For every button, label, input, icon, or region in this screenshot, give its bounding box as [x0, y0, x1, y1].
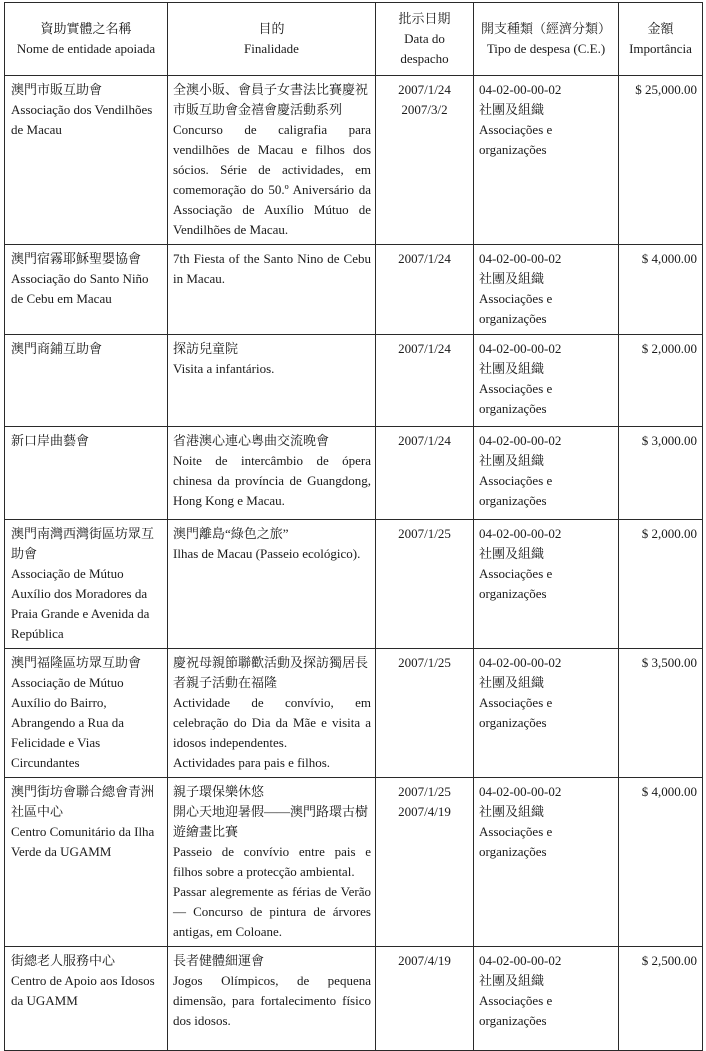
despacho-date: 2007/1/24 — [398, 251, 451, 266]
expense-code: 04-02-00-00-02 — [479, 251, 562, 266]
header-date-pt-1: Data do — [404, 31, 445, 46]
expense-type-pt: Associações e organizações — [479, 824, 553, 859]
purpose-cell — [168, 778, 376, 947]
purpose-line: Jogos Olímpicos, de pequena dimensão, para fortalecimento físico dos idosos. — [173, 973, 371, 1028]
header-expense-type-pt: Tipo de despesa (C.E.) — [486, 41, 606, 56]
purpose-line: Actividades para pais e filhos. — [173, 755, 331, 770]
despacho-date: 2007/1/24 — [398, 82, 451, 97]
amount-cell — [619, 520, 703, 649]
purpose-line: 全澳小販、會員子女書法比賽慶祝市販互助會金禧會慶活動系列 — [173, 82, 369, 117]
despacho-date: 2007/3/2 — [401, 102, 448, 117]
entity-name-zh: 澳門福隆區坊眾互助會 — [11, 655, 142, 670]
despacho-date: 2007/1/25 — [398, 526, 451, 541]
expense-code: 04-02-00-00-02 — [479, 341, 562, 356]
amount-cell — [619, 427, 703, 520]
entity-name-zh: 街總老人服務中心 — [11, 953, 116, 968]
amount-cell — [619, 245, 703, 335]
amount-cell — [619, 76, 703, 245]
amount-value: $ 2,500.00 — [641, 953, 697, 968]
header-amount-zh: 金額 — [647, 21, 674, 36]
date-cell — [376, 520, 474, 649]
entity-cell — [5, 947, 168, 1051]
purpose-line: 開心天地迎暑假——澳門路環古樹遊繪畫比賽 — [173, 804, 369, 839]
amount-value: $ 4,000.00 — [641, 784, 697, 799]
table-row — [5, 520, 703, 649]
date-cell — [376, 778, 474, 947]
header-purpose-pt: Finalidade — [244, 41, 299, 56]
entity-name-zh: 澳門市販互助會 — [11, 82, 103, 97]
table-row — [5, 947, 703, 1051]
entity-name-zh: 澳門南灣西灣街區坊眾互助會 — [11, 526, 155, 561]
despacho-date: 2007/1/25 — [398, 655, 451, 670]
expense-type-pt: Associações e organizações — [479, 291, 553, 326]
despacho-date: 2007/1/24 — [398, 433, 451, 448]
despacho-date: 2007/4/19 — [398, 804, 451, 819]
amount-value: $ 25,000.00 — [635, 82, 697, 97]
entity-cell — [5, 245, 168, 335]
table-row — [5, 335, 703, 427]
amount-cell — [619, 778, 703, 947]
purpose-line: 探訪兒童院 — [173, 341, 239, 356]
date-cell — [376, 427, 474, 520]
entity-name-pt: Associação de Mútuo Auxílio do Bairro, Abrangendo a Rua da Felicidade e Vias Circundantes — [11, 675, 124, 770]
entity-name-zh: 新口岸曲藝會 — [11, 433, 90, 448]
purpose-cell — [168, 649, 376, 778]
header-amount-pt: Importância — [629, 41, 692, 56]
header-entity-name — [5, 3, 168, 76]
expense-type-zh: 社團及組織 — [479, 102, 545, 117]
date-cell — [376, 335, 474, 427]
purpose-cell — [168, 76, 376, 245]
entity-name-zh: 澳門商鋪互助會 — [11, 341, 103, 356]
expense-type-cell — [474, 76, 619, 245]
expense-type-zh: 社團及組織 — [479, 804, 545, 819]
amount-value: $ 2,000.00 — [641, 526, 697, 541]
table-row — [5, 649, 703, 778]
date-cell — [376, 76, 474, 245]
table-row — [5, 245, 703, 335]
purpose-cell — [168, 427, 376, 520]
purpose-line: 長者健體細運會 — [173, 953, 265, 968]
entity-name-zh: 澳門街坊會聯合總會青洲社區中心 — [11, 784, 155, 819]
expense-type-zh: 社團及組織 — [479, 271, 545, 286]
entity-name-pt: Centro de Apoio aos Idosos da UGAMM — [11, 973, 155, 1008]
expense-type-cell — [474, 947, 619, 1051]
expense-code: 04-02-00-00-02 — [479, 953, 562, 968]
expense-type-zh: 社團及組織 — [479, 546, 545, 561]
amount-value: $ 2,000.00 — [641, 341, 697, 356]
amount-cell — [619, 649, 703, 778]
entity-name-zh: 澳門宿霧耶穌聖嬰協會 — [11, 251, 142, 266]
expense-type-zh: 社團及組織 — [479, 675, 545, 690]
entity-cell — [5, 427, 168, 520]
header-row — [5, 3, 703, 76]
entity-cell — [5, 76, 168, 245]
expense-type-pt: Associações e organizações — [479, 566, 553, 601]
expense-type-pt: Associações e organizações — [479, 381, 553, 416]
expense-code: 04-02-00-00-02 — [479, 433, 562, 448]
expense-type-zh: 社團及組織 — [479, 973, 545, 988]
purpose-line: Ilhas de Macau (Passeio ecológico). — [173, 546, 361, 561]
purpose-line: Passeio de convívio entre pais e filhos sobre a protecção ambiental. — [173, 844, 371, 879]
amount-value: $ 4,000.00 — [641, 251, 697, 266]
purpose-cell — [168, 947, 376, 1051]
date-cell — [376, 245, 474, 335]
table-row — [5, 778, 703, 947]
expense-code: 04-02-00-00-02 — [479, 655, 562, 670]
expense-type-cell — [474, 649, 619, 778]
expense-type-cell — [474, 245, 619, 335]
purpose-line: Passar alegremente as férias de Verão — Concurso de pintura de árvores antigas, em Coloane. — [173, 884, 371, 939]
date-cell — [376, 947, 474, 1051]
expense-code: 04-02-00-00-02 — [479, 784, 562, 799]
entity-name-pt: Associação de Mútuo Auxílio dos Moradores da Praia Grande e Avenida da República — [11, 566, 150, 641]
expense-type-cell — [474, 427, 619, 520]
subsidy-table — [4, 2, 703, 1051]
table-row — [5, 427, 703, 520]
purpose-line: Concurso de caligrafia para vendilhões de Macau e filhos dos sócios. Série de actividades, em comemoração do 50.º Aniversário da Associação de Auxílio Mútuo de Vendilhões de Macau. — [173, 122, 371, 237]
header-date — [376, 3, 474, 76]
expense-type-pt: Associações e organizações — [479, 993, 553, 1028]
despacho-date: 2007/1/25 — [398, 784, 451, 799]
header-expense-type-zh: 開支種類（經濟分類） — [480, 21, 611, 36]
entity-cell — [5, 649, 168, 778]
expense-type-pt: Associações e organizações — [479, 473, 553, 508]
purpose-cell — [168, 335, 376, 427]
header-expense-type — [474, 3, 619, 76]
purpose-cell — [168, 520, 376, 649]
purpose-line: 澳門離島“綠色之旅” — [173, 526, 289, 541]
header-date-zh: 批示日期 — [398, 11, 451, 26]
purpose-line: 親子環保樂休悠 — [173, 784, 265, 799]
despacho-date: 2007/1/24 — [398, 341, 451, 356]
expense-type-cell — [474, 778, 619, 947]
date-cell — [376, 649, 474, 778]
header-purpose-zh: 目的 — [258, 21, 285, 36]
amount-value: $ 3,000.00 — [641, 433, 697, 448]
entity-name-pt: Centro Comunitário da Ilha Verde da UGAMM — [11, 824, 155, 859]
expense-type-cell — [474, 520, 619, 649]
expense-type-cell — [474, 335, 619, 427]
expense-type-zh: 社團及組織 — [479, 361, 545, 376]
header-amount — [619, 3, 703, 76]
expense-code: 04-02-00-00-02 — [479, 526, 562, 541]
purpose-cell — [168, 245, 376, 335]
despacho-date: 2007/4/19 — [398, 953, 451, 968]
entity-cell — [5, 335, 168, 427]
expense-code: 04-02-00-00-02 — [479, 82, 562, 97]
entity-cell — [5, 520, 168, 649]
purpose-line: 慶祝母親節聯歡活動及探訪獨居長者親子活動在福隆 — [173, 655, 369, 690]
purpose-line: 7th Fiesta of the Santo Nino de Cebu in Macau. — [173, 251, 371, 286]
purpose-line: Visita a infantários. — [173, 361, 275, 376]
entity-name-pt: Associação dos Vendilhões de Macau — [11, 102, 153, 137]
header-date-pt-2: despacho — [400, 51, 449, 66]
table-row — [5, 76, 703, 245]
amount-cell — [619, 947, 703, 1051]
entity-name-pt: Associação do Santo Niño de Cebu em Macau — [11, 271, 149, 306]
purpose-line: Actividade de convívio, em celebração do Dia da Mãe e visita a idosos independentes. — [173, 695, 371, 750]
header-entity-name-zh: 資助實體之名稱 — [40, 21, 132, 36]
amount-cell — [619, 335, 703, 427]
header-purpose — [168, 3, 376, 76]
expense-type-pt: Associações e organizações — [479, 695, 553, 730]
header-entity-name-pt: Nome de entidade apoiada — [16, 41, 156, 56]
amount-value: $ 3,500.00 — [641, 655, 697, 670]
entity-cell — [5, 778, 168, 947]
expense-type-pt: Associações e organizações — [479, 122, 553, 157]
expense-type-zh: 社團及組織 — [479, 453, 545, 468]
purpose-line: 省港澳心連心粵曲交流晚會 — [173, 433, 330, 448]
purpose-line: Noite de intercâmbio de ópera chinesa da província de Guangdong, Hong Kong e Macau. — [173, 453, 371, 508]
